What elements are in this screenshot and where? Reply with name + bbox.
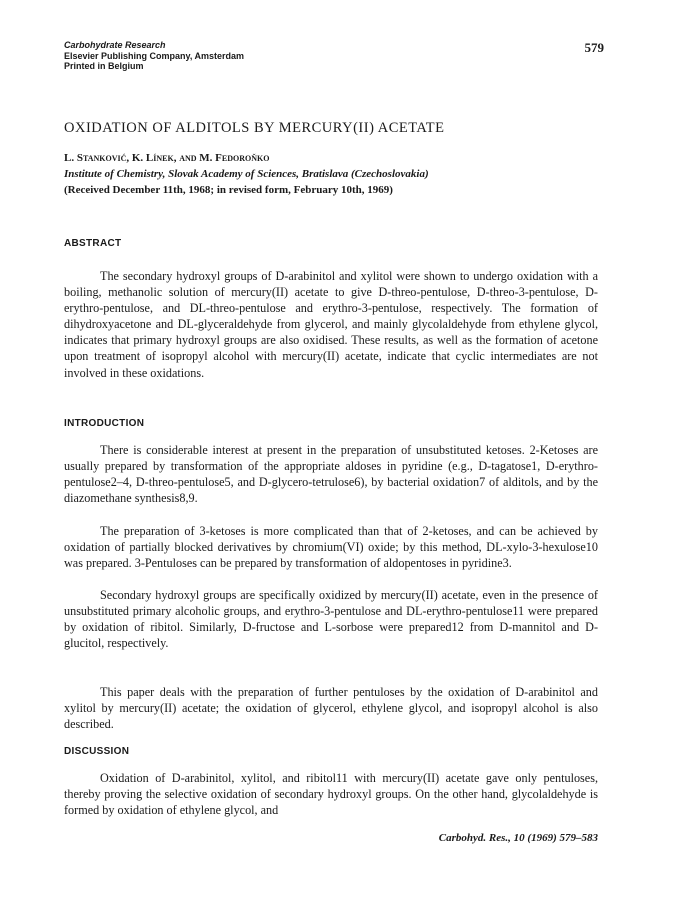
journal-header — [64, 40, 604, 72]
authors — [64, 152, 269, 164]
publisher: Elsevier Publishing Company, Amsterdam — [64, 50, 245, 61]
author-list: L. Stanković, K. Línek, and M. Fedoroňko — [64, 152, 270, 164]
intro-paragraph-4: This paper deals with the preparation of further pentuloses by the oxidation of D-arabinitol and xylitol by mercury(II) acetate; the oxidation of glycerol, ethylene glycol, and isopropyl alcohol is also described. — [64, 685, 598, 732]
abstract-paragraph — [64, 268, 598, 381]
journal-name: Carbohydrate Research — [64, 40, 166, 50]
introduction-heading: INTRODUCTION — [64, 418, 145, 429]
page-number: 579 — [584, 40, 604, 55]
affiliation: Institute of Chemistry, Slovak Academy of Sciences, Bratislava (Czechoslovakia) — [64, 168, 429, 180]
journal-citation: Carbohyd. Res., 10 (1969) 579–583 — [438, 832, 598, 844]
article-title: OXIDATION OF ALDITOLS BY MERCURY(II) ACETATE — [64, 120, 445, 136]
intro-paragraph-1: There is considerable interest at present in the preparation of unsubstituted ketoses. 2-Ketoses are usually prepared by transformation of the appropriate aldoses in pyridine (e.g., D-tagatose1, D-erythro-pentulose2–4, D-threo-pentulose5, and D-glycero-tetrulose6), by bacterial oxidation7 of alditols, and by the diazomethane synthesis8,9. — [64, 443, 598, 506]
received-dates: (Received December 11th, 1968; in revised form, February 10th, 1969) — [64, 184, 393, 196]
abstract-text-a: The secondary hydroxyl groups of — [100, 269, 276, 283]
abstract-heading: ABSTRACT — [64, 238, 122, 249]
discussion-paragraph-1: Oxidation of D-arabinitol, xylitol, and ribitol11 with mercury(II) acetate gave only pentuloses, thereby proving the selective oxidation of secondary hydroxyl groups. On the other hand, glycolaldehyde is formed by oxidation of ethylene glycol, and — [64, 771, 598, 818]
discussion-heading: DISCUSSION — [64, 746, 130, 757]
abstract-text-b: D-arabinitol and xylitol were shown to undergo oxidation with a boiling, methanolic solution of mercury(II) acetate to give D-threo-pentulose, D-threo-3-pentulose, D-erythro-pentulose, and DL-threo-pentulose and erythro-3-pentulose, respectively. The formation of dihydroxyacetone and DL-glyceraldehyde from glycerol, and mainly glycolaldehyde from ethylene glycol, indicates that primary hydroxyl groups are also oxidised. These results, as well as the formation of acetone upon treatment of isopropyl alcohol with mercury(II) acetate, indicate that cyclic intermediates are not involved in these oxidations. — [64, 269, 598, 380]
printed-in: Printed in Belgium — [64, 61, 144, 71]
intro-paragraph-3: Secondary hydroxyl groups are specifically oxidized by mercury(II) acetate, even in the presence of unsubstituted primary alcoholic groups, and erythro-3-pentulose and DL-erythro-pentulose11 were prepared by oxidation of ribitol. Similarly, D-fructose and L-sorbose were prepared12 from D-mannitol and D-glucitol, respectively. — [64, 588, 598, 651]
journal-info — [64, 40, 604, 72]
intro-paragraph-2: The preparation of 3-ketoses is more complicated than that of 2-ketoses, and can be achieved by oxidation of partially blocked derivatives by chromium(VI) oxide; by this method, DL-xylo-3-hexulose10 was prepared. 3-Pentuloses can be prepared by transformation of aldopentoses in pyridine3. — [64, 524, 598, 571]
